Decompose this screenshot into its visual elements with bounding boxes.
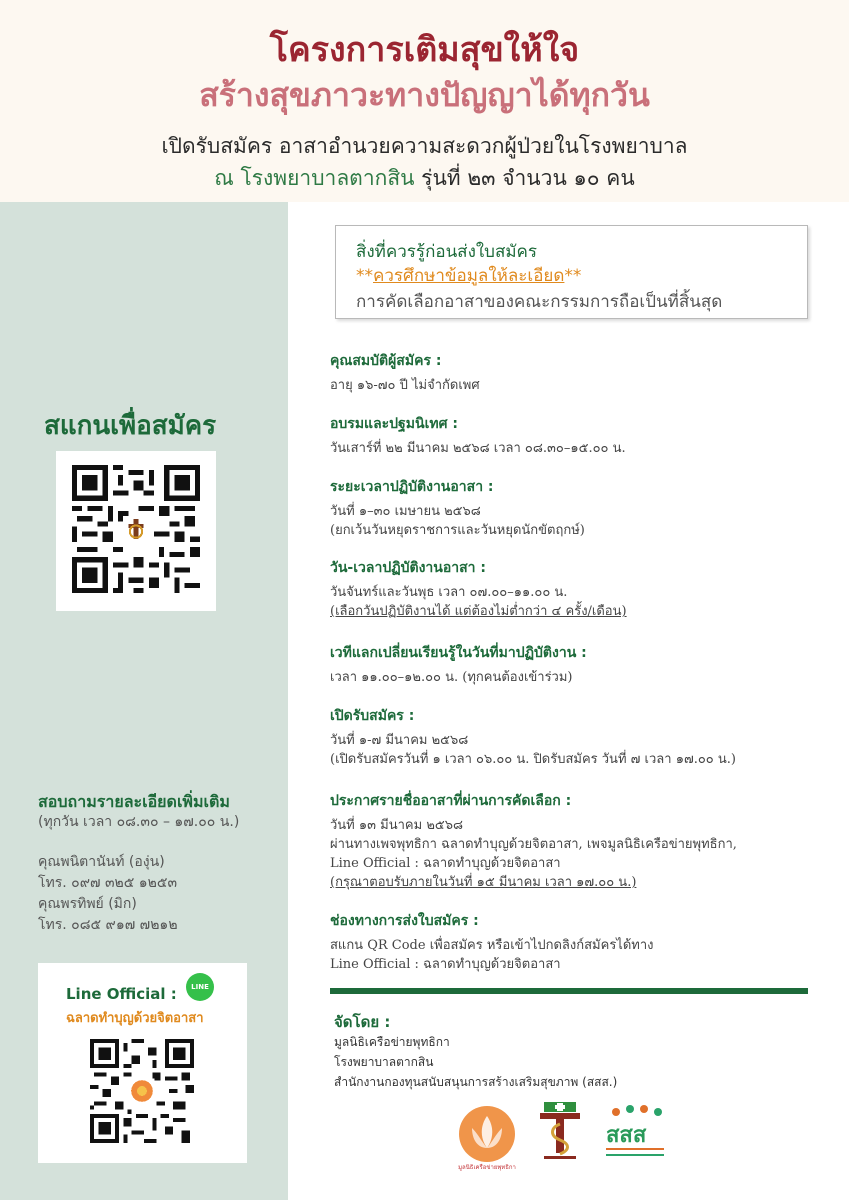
organizer-3: สำนักงานกองทุนสนับสนุนการสร้างเสริมสุขภาพ (สสส.) xyxy=(334,1075,618,1089)
thaihealth-wordmark: สสส xyxy=(606,1123,647,1148)
hospital-name: ณ โรงพยาบาลตากสิน xyxy=(214,166,415,190)
section-text: (ยกเว้นวันหยุดราชการและวันหยุดนักขัตฤกษ์) xyxy=(330,523,585,538)
line-official-name: ฉลาดทำบุญด้วยจิตอาสา xyxy=(66,1011,204,1026)
section-text: Line Official : ฉลาดทำบุญด้วยจิตอาสา xyxy=(330,856,561,871)
section-qualifications xyxy=(330,350,830,395)
recruitment-location xyxy=(0,162,849,195)
budhika-caption: มูลนิธิเครือข่ายพุทธิกา xyxy=(458,1164,516,1171)
section-channels xyxy=(330,910,830,974)
warning-suffix: ** xyxy=(564,266,582,286)
section-heading: ระยะเวลาปฏิบัติงานอาสา : xyxy=(330,479,494,495)
page-title: โครงการเติมสุขให้ใจ xyxy=(269,30,580,70)
section-announcement xyxy=(330,790,830,892)
budhika-logo xyxy=(452,1102,522,1172)
section-orientation xyxy=(330,413,830,458)
section-text: วันที่ ๑-๗ มีนาคม ๒๕๖๘ xyxy=(330,733,469,748)
taksin-hospital-logo xyxy=(536,1102,584,1162)
line-app-icon: LINE xyxy=(186,973,214,1001)
organizers-heading: จัดโดย : xyxy=(334,1013,391,1031)
organizer-2: โรงพยาบาลตากสิน xyxy=(334,1055,434,1069)
contact2-name: คุณพรทิพย์ (มิก) xyxy=(38,896,137,912)
section-text: เวลา ๑๑.๐๐–๑๒.๐๐ น. (ทุกคนต้องเข้าร่วม) xyxy=(330,670,573,685)
qr-code-icon xyxy=(72,465,200,593)
section-heading: วัน-เวลาปฏิบัติงานอาสา : xyxy=(330,560,487,576)
line-qr-code-icon[interactable] xyxy=(90,1039,194,1143)
section-heading: อบรมและปฐมนิเทศ : xyxy=(330,416,458,432)
section-registration xyxy=(330,705,830,769)
contact-hours: (ทุกวัน เวลา ๐๘.๓๐ – ๑๗.๐๐ น.) xyxy=(38,814,240,830)
section-text: วันเสาร์ที่ ๒๒ มีนาคม ๒๕๖๘ เวลา ๐๘.๓๐–๑๕.๐๐ น. xyxy=(330,441,626,456)
scan-heading: สแกนเพื่อสมัคร xyxy=(44,411,217,441)
organizer-1: มูลนิธิเครือข่ายพุทธิกา xyxy=(334,1035,450,1049)
notice-warning xyxy=(356,262,581,289)
thaihealth-icon xyxy=(604,1104,668,1164)
section-text: Line Official : ฉลาดทำบุญด้วยจิตอาสา xyxy=(330,957,561,972)
section-heading: คุณสมบัติผู้สมัคร : xyxy=(330,353,442,369)
notice-box xyxy=(335,225,808,319)
section-text: วันที่ ๑–๓๐ เมษายน ๒๕๖๘ xyxy=(330,504,481,519)
contact-heading: สอบถามรายละเอียดเพิ่มเติม xyxy=(38,792,230,811)
section-text: (กรุณาตอบรับภายในวันที่ ๑๕ มีนาคม เวลา ๑๗.๐๐ น.) xyxy=(330,875,637,890)
line-official-title: Line Official : xyxy=(66,985,177,1003)
section-exchange xyxy=(330,642,830,687)
header-banner xyxy=(0,0,849,202)
section-schedule xyxy=(330,557,830,621)
section-heading: เวทีแลกเปลี่ยนเรียนรู้ในวันที่มาปฏิบัติงาน : xyxy=(330,645,587,661)
batch-info: รุ่นที่ ๒๓ จำนวน ๑๐ คน xyxy=(414,166,635,190)
notice-heading: สิ่งที่ควรรู้ก่อนส่งใบสมัคร xyxy=(356,242,538,262)
line-official-card[interactable] xyxy=(38,963,247,1163)
warning-text: ควรศึกษาข้อมูลให้ละเอียด xyxy=(373,266,565,286)
warning-prefix: ** xyxy=(356,266,373,286)
section-text: วันจันทร์และวันพุธ เวลา ๐๗.๐๐–๑๑.๐๐ น. xyxy=(330,585,568,600)
section-text: (เปิดรับสมัครวันที่ ๑ เวลา ๐๖.๐๐ น. ปิดรับสมัคร วันที่ ๗ เวลา ๑๗.๐๐ น.) xyxy=(330,752,736,767)
hospital-emblem-icon xyxy=(536,1102,584,1162)
section-divider xyxy=(330,988,808,994)
section-heading: ช่องทางการส่งใบสมัคร : xyxy=(330,913,479,929)
contact2-phone[interactable]: โทร. ๐๘๕ ๙๑๗ ๗๒๑๒ xyxy=(38,917,178,933)
register-qr-code[interactable] xyxy=(56,451,216,611)
contact1-name: คุณพนิตานันท์ (องุ่น) xyxy=(38,854,165,870)
section-text: ผ่านทางเพจพุทธิกา ฉลาดทำบุญด้วยจิตอาสา, เพจมูลนิธิเครือข่ายพุทธิกา, xyxy=(330,837,737,852)
thaihealth-logo xyxy=(604,1104,668,1164)
section-text: อายุ ๑๖-๗๐ ปี ไม่จำกัดเพศ xyxy=(330,378,480,393)
section-heading: ประกาศรายชื่ออาสาที่ผ่านการคัดเลือก : xyxy=(330,793,572,809)
section-text: (เลือกวันปฏิบัติงานได้ แต่ต้องไม่ต่ำกว่า ๔ ครั้ง/เดือน) xyxy=(330,604,627,619)
section-heading: เปิดรับสมัคร : xyxy=(330,708,415,724)
notice-footer: การคัดเลือกอาสาของคณะกรรมการถือเป็นที่สิ้นสุด xyxy=(356,292,723,312)
section-text: สแกน QR Code เพื่อสมัคร หรือเข้าไปกดลิงก์สมัครได้ทาง xyxy=(330,938,654,953)
section-text: วันที่ ๑๓ มีนาคม ๒๕๖๘ xyxy=(330,818,464,833)
recruitment-headline: เปิดรับสมัคร อาสาอำนวยความสะดวกผู้ป่วยในโรงพยาบาล xyxy=(161,134,688,158)
contact1-phone[interactable]: โทร. ๐๙๗ ๓๒๕ ๑๒๕๓ xyxy=(38,875,178,891)
page-subtitle: สร้างสุขภาวะทางปัญญาได้ทุกวัน xyxy=(199,76,650,114)
section-period xyxy=(330,476,830,540)
